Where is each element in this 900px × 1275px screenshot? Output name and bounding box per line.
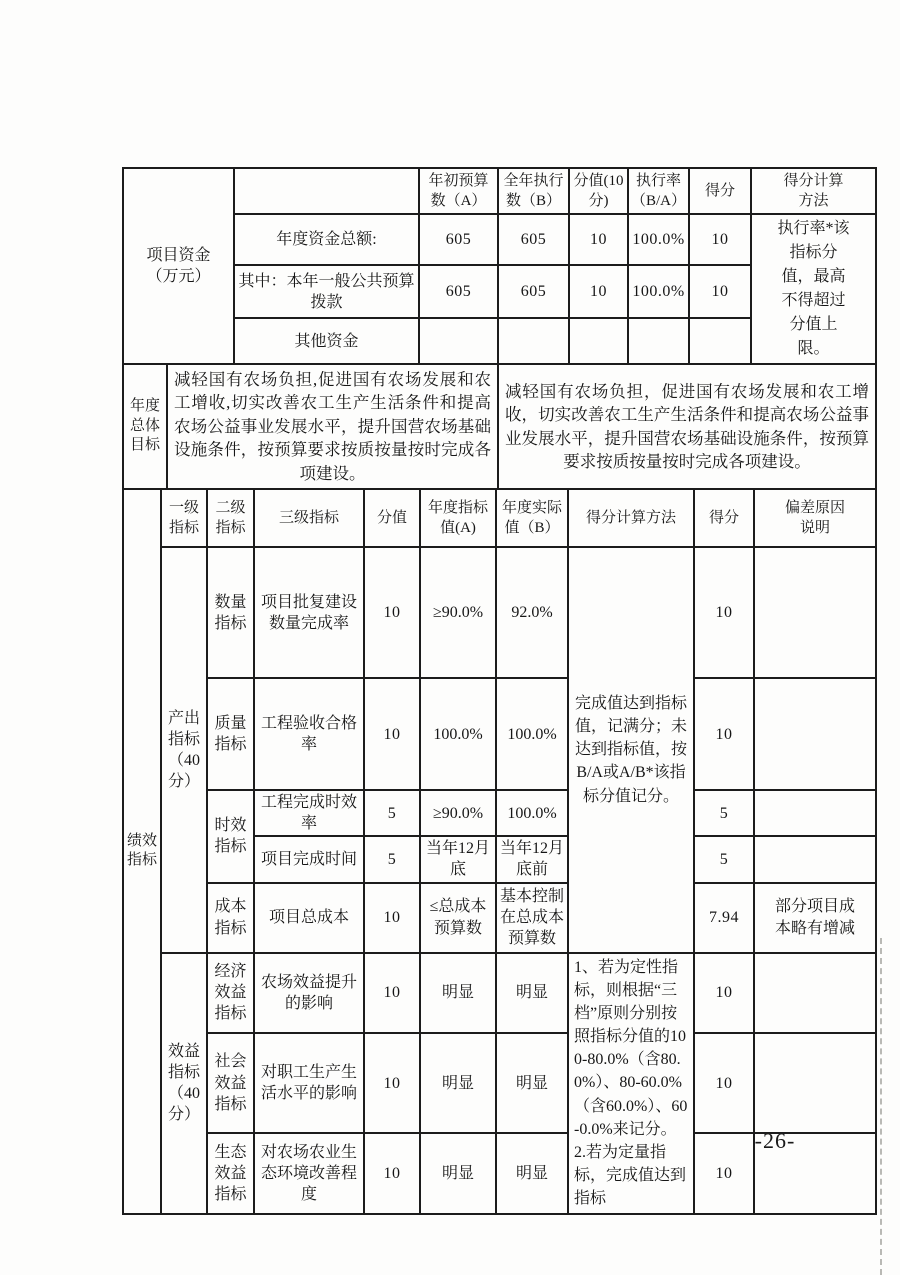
actual-cell: 92.0% bbox=[496, 547, 568, 678]
level3-label: 农场效益提升的影响 bbox=[254, 953, 364, 1033]
funds-row-label: 其中：本年一般公共预算拨款 bbox=[234, 265, 419, 318]
performance-indicator-table bbox=[122, 488, 877, 1215]
funds-cell-executed: 605 bbox=[498, 265, 569, 318]
funds-cell-executed: 605 bbox=[498, 214, 569, 265]
value-cell: 10 bbox=[364, 678, 420, 790]
indicator-outer-label: 绩效指标 bbox=[123, 489, 161, 1214]
funds-header-executed: 全年执行数（B） bbox=[498, 168, 569, 214]
value-cell: 5 bbox=[364, 836, 420, 882]
funds-header-score-value: 分值(10分) bbox=[569, 168, 628, 214]
page-number: -26- bbox=[754, 1128, 796, 1153]
actual-cell: 基本控制在总成本预算数 bbox=[496, 883, 568, 953]
funds-cell-rate bbox=[628, 318, 689, 364]
score-cell: 5 bbox=[694, 790, 754, 836]
funds-cell-value: 10 bbox=[569, 214, 628, 265]
score-cell: 10 bbox=[694, 1133, 754, 1213]
deviation-cell bbox=[754, 547, 876, 678]
score-cell: 5 bbox=[694, 836, 754, 882]
funds-cell-budget: 605 bbox=[419, 214, 498, 265]
level3-label: 工程完成时效率 bbox=[254, 790, 364, 836]
level2-label: 社会效益指标 bbox=[207, 1033, 254, 1133]
funds-header-budget-initial: 年初预算数（A） bbox=[419, 168, 498, 214]
indicator-header-level3: 三级指标 bbox=[254, 489, 364, 547]
level2-label: 质量指标 bbox=[207, 678, 254, 790]
funds-cell-score: 10 bbox=[689, 214, 751, 265]
funds-cell-rate: 100.0% bbox=[628, 214, 689, 265]
funds-cell-value bbox=[569, 318, 628, 364]
funds-cell-budget: 605 bbox=[419, 265, 498, 318]
level3-label: 对职工生产生活水平的影响 bbox=[254, 1033, 364, 1133]
indicator-header-method: 得分计算方法 bbox=[568, 489, 694, 547]
level2-label: 时效指标 bbox=[207, 790, 254, 882]
target-cell: 明显 bbox=[420, 953, 496, 1033]
actual-cell: 当年12月底前 bbox=[496, 836, 568, 882]
funds-cell-rate: 100.0% bbox=[628, 265, 689, 318]
score-cell: 10 bbox=[694, 953, 754, 1033]
actual-cell: 明显 bbox=[496, 1133, 568, 1213]
level2-label: 成本指标 bbox=[207, 883, 254, 953]
funds-header-exec-rate: 执行率（B/A） bbox=[628, 168, 689, 214]
deviation-cell bbox=[754, 836, 876, 882]
level2-label: 经济效益指标 bbox=[207, 953, 254, 1033]
value-cell: 10 bbox=[364, 1133, 420, 1213]
deviation-cell bbox=[754, 790, 876, 836]
indicator-header-value: 分值 bbox=[364, 489, 420, 547]
indicator-header-deviation: 偏差原因说明 bbox=[754, 489, 876, 547]
funds-cell-executed bbox=[498, 318, 569, 364]
output-method-text: 完成值达到指标值，记满分；未达到指标值，按B/A或A/B*该指标分值记分。 bbox=[568, 547, 694, 952]
funds-row-label: 年度资金总额: bbox=[234, 214, 419, 265]
actual-cell: 明显 bbox=[496, 953, 568, 1033]
value-cell: 10 bbox=[364, 953, 420, 1033]
level3-label: 项目批复建设数量完成率 bbox=[254, 547, 364, 678]
indicator-header-score: 得分 bbox=[694, 489, 754, 547]
level3-label: 对农场农业生态环境改善程度 bbox=[254, 1133, 364, 1213]
value-cell: 10 bbox=[364, 547, 420, 678]
annual-goal-text-right: 减轻国有农场负担，促进国有农场发展和农工增收，切实改善农工生产生活条件和提高农场公益事业发展水平，提升国营农场基础设施条件，按预算要求按质按量按时完成各项建设。 bbox=[498, 364, 876, 489]
level2-label: 数量指标 bbox=[207, 547, 254, 678]
level2-label: 生态效益指标 bbox=[207, 1133, 254, 1213]
indicator-header-actual: 年度实际值（B） bbox=[496, 489, 568, 547]
target-cell: ≥90.0% bbox=[420, 547, 496, 678]
annual-goal-text-left: 减轻国有农场负担,促进国有农场发展和农工增收,切实改善农工生产生活条件和提高农场公益事业发展水平，提升国营农场基础设施条件，按预算要求按质按量按时完成各项建设。 bbox=[167, 364, 498, 489]
project-funds-table bbox=[122, 167, 877, 365]
value-cell: 5 bbox=[364, 790, 420, 836]
funds-header-score: 得分 bbox=[689, 168, 751, 214]
level1-output-label: 产出指标（40分） bbox=[161, 547, 207, 952]
level1-benefit-label: 效益指标（40分） bbox=[161, 953, 207, 1214]
funds-method-text: 执行率*该指标分值，最高不得超过分值上限。 bbox=[751, 214, 876, 364]
target-cell: 明显 bbox=[420, 1033, 496, 1133]
level3-label: 项目完成时间 bbox=[254, 836, 364, 882]
target-cell: 100.0% bbox=[420, 678, 496, 790]
level3-label: 工程验收合格率 bbox=[254, 678, 364, 790]
deviation-cell bbox=[754, 1033, 876, 1133]
annual-goal-label: 年度总体目标 bbox=[123, 364, 167, 489]
evaluation-table bbox=[122, 167, 875, 1215]
value-cell: 10 bbox=[364, 883, 420, 953]
actual-cell: 100.0% bbox=[496, 678, 568, 790]
funds-cell-budget bbox=[419, 318, 498, 364]
target-cell: ≤总成本预算数 bbox=[420, 883, 496, 953]
deviation-cell: 部分项目成本略有增减 bbox=[754, 883, 876, 953]
indicator-header-level1: 一级指标 bbox=[161, 489, 207, 547]
funds-cell-score bbox=[689, 318, 751, 364]
target-cell: 当年12月底 bbox=[420, 836, 496, 882]
deviation-cell bbox=[754, 953, 876, 1033]
funds-group-label: 项目资金（万元） bbox=[123, 168, 234, 364]
funds-cell-value: 10 bbox=[569, 265, 628, 318]
target-cell: ≥90.0% bbox=[420, 790, 496, 836]
scan-artifact-dashed-line bbox=[880, 938, 882, 1275]
actual-cell: 明显 bbox=[496, 1033, 568, 1133]
indicator-header-level2: 二级指标 bbox=[207, 489, 254, 547]
indicator-header-target: 年度指标值(A) bbox=[420, 489, 496, 547]
funds-row-label: 其他资金 bbox=[234, 318, 419, 364]
value-cell: 10 bbox=[364, 1033, 420, 1133]
level3-label: 项目总成本 bbox=[254, 883, 364, 953]
deviation-cell bbox=[754, 678, 876, 790]
funds-header-blank bbox=[234, 168, 419, 214]
target-cell: 明显 bbox=[420, 1133, 496, 1213]
funds-header-method: 得分计算方法 bbox=[751, 168, 876, 214]
score-cell: 10 bbox=[694, 678, 754, 790]
actual-cell: 100.0% bbox=[496, 790, 568, 836]
score-cell: 7.94 bbox=[694, 883, 754, 953]
annual-goal-table bbox=[122, 363, 877, 490]
score-cell: 10 bbox=[694, 547, 754, 678]
score-cell: 10 bbox=[694, 1033, 754, 1133]
funds-cell-score: 10 bbox=[689, 265, 751, 318]
benefit-method-text: 1、若为定性指标，则根据“三档”原则分别按照指标分值的100-80.0%（含80.0%）、80-60.0%（含60.0%）、60-0.0%来记分。2.若为定量指标，完成值达到指标 bbox=[568, 953, 694, 1214]
